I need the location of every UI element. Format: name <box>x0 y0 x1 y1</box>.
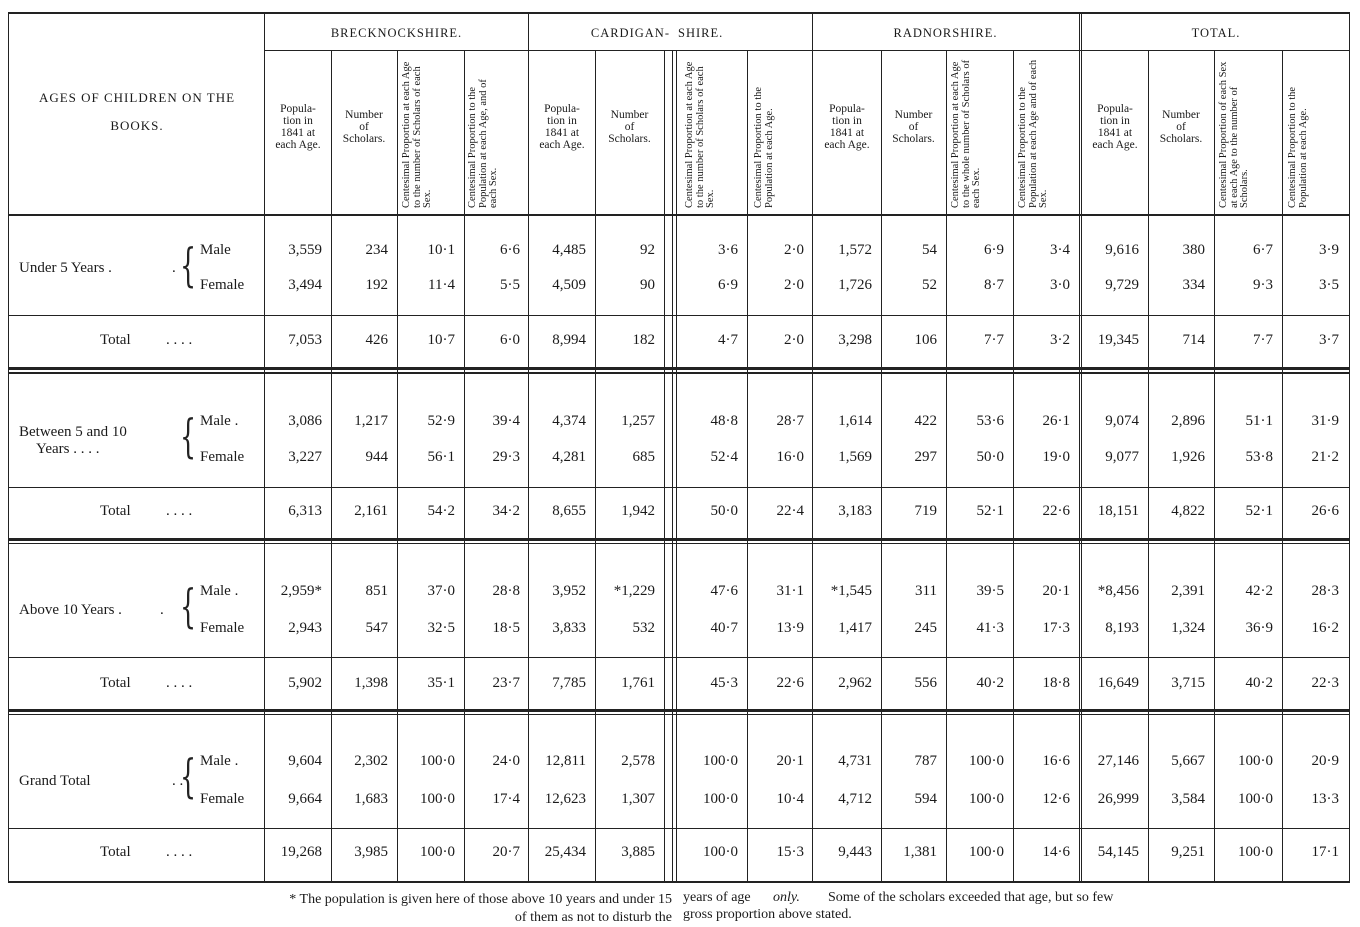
footnote-line1-b: years of age <box>683 890 751 905</box>
table-cell-total: 714 <box>1182 332 1205 348</box>
table-cell-total: 16,649 <box>1097 675 1139 691</box>
table-cell: 100·0 <box>1238 791 1273 807</box>
table-cell-total: 26·6 <box>1311 503 1339 519</box>
table-cell-total: 1,381 <box>903 844 937 860</box>
column-header-rad-proportion-scholars: Centesimal Proportion at each Age to the whole number of Scholars of each Sex. <box>950 59 982 208</box>
table-cell-total: 9,443 <box>838 844 872 860</box>
table-cell: 1,417 <box>838 620 872 636</box>
sex-label: Female <box>200 791 245 807</box>
column-header-scholars: of <box>1176 121 1186 133</box>
table-cell-total: 426 <box>365 332 388 348</box>
table-cell-total: 100·0 <box>969 844 1004 860</box>
column-header-population: tion in <box>547 115 577 127</box>
table-cell-total: 7·7 <box>984 332 1004 348</box>
column-header-population: Popula- <box>1097 103 1133 115</box>
table-cell-total: 3,885 <box>621 844 655 860</box>
column-header-scholars: Number <box>610 109 649 121</box>
table-cell-total: 556 <box>914 675 937 691</box>
group-label: Years . . . . <box>36 441 100 457</box>
table-cell: 3·5 <box>1319 277 1339 293</box>
table-cell-total: 8,655 <box>552 503 586 519</box>
total-dots: . . . . <box>166 332 193 348</box>
table-cell-total: 52·1 <box>1245 503 1273 519</box>
table-cell: 53·6 <box>976 413 1004 429</box>
group-label: Under 5 Years . <box>19 260 112 276</box>
sex-label: Male . <box>200 583 239 599</box>
rule-horizontal <box>8 538 1350 541</box>
table-cell: 100·0 <box>703 791 738 807</box>
table-cell-total: 34·2 <box>492 503 520 519</box>
table-cell-total: 3,985 <box>354 844 388 860</box>
rule-vertical <box>676 50 677 882</box>
group-label: . <box>172 260 176 276</box>
table-cell: 1,726 <box>838 277 872 293</box>
table-cell: 10·1 <box>427 242 455 258</box>
table-cell: 28·8 <box>492 583 520 599</box>
table-cell: 31·9 <box>1311 413 1339 429</box>
rule-vertical <box>664 50 665 882</box>
table-cell: 16·0 <box>776 449 804 465</box>
table-cell: 20·1 <box>776 753 804 769</box>
total-label: Total <box>100 675 131 691</box>
rule-horizontal <box>8 12 1350 14</box>
table-cell: 6·9 <box>984 242 1004 258</box>
table-cell: 4,485 <box>552 242 586 258</box>
column-header-population: Popula- <box>280 103 316 115</box>
table-cell: 39·5 <box>976 583 1004 599</box>
table-cell: 36·9 <box>1245 620 1273 636</box>
table-cell: 2,302 <box>354 753 388 769</box>
table-cell: 10·4 <box>776 791 804 807</box>
table-cell-total: 100·0 <box>703 844 738 860</box>
table-cell: 24·0 <box>492 753 520 769</box>
table-cell: 11·4 <box>428 277 455 293</box>
table-cell: 2,943 <box>288 620 322 636</box>
column-header-scholars: Scholars. <box>608 133 651 145</box>
table-cell: 28·7 <box>776 413 804 429</box>
column-header-breck-proportion-population: Centesimal Proportion to the Population at each Age, and of each Sex. <box>467 79 499 208</box>
table-cell: 100·0 <box>703 753 738 769</box>
table-cell-total: 54·2 <box>427 503 455 519</box>
total-dots: . . . . <box>166 503 193 519</box>
column-header-scholars: Scholars. <box>342 133 386 145</box>
table-cell-total: 2,161 <box>354 503 388 519</box>
table-cell: 16·2 <box>1311 620 1339 636</box>
footnote-line1-a: * The population is given here of those above 10 years and under 15 <box>289 892 672 907</box>
column-header-population: 1841 at <box>829 127 865 139</box>
table-cell: 50·0 <box>976 449 1004 465</box>
column-header-population: 1841 at <box>1097 127 1133 139</box>
county-total: TOTAL. <box>1191 26 1241 40</box>
brace-glyph: { <box>180 579 197 633</box>
table-cell: 9·3 <box>1253 277 1273 293</box>
table-cell: 334 <box>1182 277 1205 293</box>
column-header-scholars: Number <box>1162 109 1200 121</box>
table-cell: 1,926 <box>1171 449 1205 465</box>
table-cell: 20·9 <box>1311 753 1339 769</box>
sex-label: Female <box>200 449 245 465</box>
table-cell-total: 100·0 <box>1238 844 1273 860</box>
column-header-scholars: Scholars. <box>1159 133 1203 145</box>
rule-horizontal <box>8 709 1350 712</box>
table-cell-total: 8,994 <box>552 332 586 348</box>
column-header-population: tion in <box>832 115 862 127</box>
table-cell: 100·0 <box>969 791 1004 807</box>
table-cell-total: 19,345 <box>1097 332 1139 348</box>
table-cell: 2,959* <box>280 583 322 599</box>
table-cell-total: 3,715 <box>1171 675 1205 691</box>
table-cell-total: 45·3 <box>710 675 738 691</box>
county-cardigan-part1: CARDIGAN- <box>590 26 670 40</box>
table-cell-total: 17·1 <box>1311 844 1339 860</box>
table-cell: 56·1 <box>427 449 455 465</box>
column-header-total-proportion-scholars: Centesimal Proportion of each Sex at each Age to the number of Scholars. <box>1218 61 1250 208</box>
table-cell: 40·7 <box>710 620 738 636</box>
table-cell: 29·3 <box>492 449 520 465</box>
table-cell-total: 35·1 <box>427 675 455 691</box>
table-cell: *8,456 <box>1097 583 1139 599</box>
table-cell: 9,616 <box>1105 242 1139 258</box>
table-cell: 9,074 <box>1105 413 1139 429</box>
ages-heading-line1: AGES OF CHILDREN ON THE <box>38 90 236 105</box>
brace-glyph: { <box>180 749 197 803</box>
table-cell-total: 3,298 <box>838 332 872 348</box>
table-cell-total: 18,151 <box>1097 503 1139 519</box>
table-cell-total: 52·1 <box>976 503 1004 519</box>
column-header-population: Popula- <box>544 103 580 115</box>
table-cell: 27,146 <box>1097 753 1139 769</box>
table-cell: 9,077 <box>1105 449 1139 465</box>
table-cell: 2,896 <box>1171 413 1205 429</box>
table-cell-total: 40·2 <box>976 675 1004 691</box>
table-cell-total: 20·7 <box>492 844 520 860</box>
rule-horizontal <box>8 372 1350 373</box>
rule-horizontal <box>8 487 1350 488</box>
table-cell: 39·4 <box>492 413 520 429</box>
rule-horizontal <box>8 367 1350 370</box>
table-cell: 1,572 <box>838 242 872 258</box>
rule-vertical <box>8 12 9 882</box>
group-label: . <box>160 602 164 618</box>
table-cell: 42·2 <box>1245 583 1273 599</box>
table-cell: 944 <box>365 449 388 465</box>
table-cell: 41·3 <box>976 620 1004 636</box>
column-header-population: tion in <box>1100 115 1130 127</box>
table-cell-total: 4·7 <box>718 332 738 348</box>
county-breck: BRECKNOCKSHIRE. <box>330 26 463 40</box>
column-header-total-proportion-population: Centesimal Proportion to the Population at each Age. <box>1287 86 1309 208</box>
table-cell-total: 3·2 <box>1050 332 1070 348</box>
group-label: Grand Total <box>19 773 91 789</box>
table-cell-total: 14·6 <box>1042 844 1070 860</box>
table-cell: 594 <box>914 791 937 807</box>
table-cell: 28·3 <box>1311 583 1339 599</box>
table-cell: 52·4 <box>710 449 738 465</box>
table-cell: 422 <box>914 413 937 429</box>
table-cell: 6·9 <box>718 277 738 293</box>
table-cell: 51·1 <box>1245 413 1273 429</box>
column-header-population: Popula- <box>829 103 865 115</box>
table-cell: 3·9 <box>1319 242 1339 258</box>
table-cell: 4,712 <box>838 791 872 807</box>
table-cell-total: 7,053 <box>288 332 322 348</box>
table-cell: 532 <box>632 620 655 636</box>
rule-horizontal <box>8 714 1350 715</box>
sex-label: Male . <box>200 413 239 429</box>
footnote-line1-d: Some of the scholars exceeded that age, but so few <box>828 890 1114 905</box>
table-cell: *1,545 <box>830 583 872 599</box>
table-cell: 297 <box>914 449 937 465</box>
footnote-line2-a: of them as not to disturb the <box>514 910 672 925</box>
table-cell: 17·3 <box>1042 620 1070 636</box>
table-cell: 100·0 <box>1238 753 1273 769</box>
table-cell: 12,811 <box>545 753 586 769</box>
table-cell: 1,683 <box>354 791 388 807</box>
total-label: Total <box>100 844 131 860</box>
rule-horizontal <box>265 50 1349 51</box>
table-cell: 52 <box>922 277 937 293</box>
county-radnor: RADNORSHIRE. <box>893 26 998 40</box>
brace-glyph: { <box>180 238 197 292</box>
rule-horizontal <box>8 214 1350 216</box>
county-cardigan-part2: SHIRE. <box>678 26 724 40</box>
column-header-population: 1841 at <box>544 127 580 139</box>
table-cell: 192 <box>365 277 388 293</box>
table-cell: 3,584 <box>1171 791 1205 807</box>
table-cell: 26,999 <box>1097 791 1139 807</box>
table-cell: 6·6 <box>500 242 520 258</box>
table-cell: 26·1 <box>1042 413 1070 429</box>
table-cell-total: 1,942 <box>621 503 655 519</box>
table-cell: 6·7 <box>1253 242 1273 258</box>
table-cell: 787 <box>914 753 937 769</box>
table-cell: 16·6 <box>1042 753 1070 769</box>
column-header-card-proportion-scholars: Centesimal Proportion at each Age to the number of Scholars of each Sex. <box>684 61 716 208</box>
table-cell: 37·0 <box>427 583 455 599</box>
table-cell: 3·6 <box>718 242 738 258</box>
table-cell-total: 22·6 <box>1042 503 1070 519</box>
table-cell: 2·0 <box>784 242 804 258</box>
table-cell: 52·9 <box>427 413 455 429</box>
table-cell: 9,729 <box>1105 277 1139 293</box>
table-cell-total: 10·7 <box>427 332 455 348</box>
table-cell-total: 4,822 <box>1171 503 1205 519</box>
rule-horizontal <box>8 543 1350 544</box>
table-cell: 685 <box>632 449 655 465</box>
rule-horizontal <box>8 373 1350 374</box>
table-cell-total: 54,145 <box>1097 844 1139 860</box>
table-cell-total: 15·3 <box>776 844 804 860</box>
table-cell: 18·5 <box>492 620 520 636</box>
table-cell-total: 23·7 <box>492 675 520 691</box>
table-cell: 3·4 <box>1050 242 1070 258</box>
sex-label: Male . <box>200 753 239 769</box>
column-header-scholars: Number <box>894 109 933 121</box>
column-header-scholars: of <box>908 121 919 133</box>
table-cell: 547 <box>365 620 388 636</box>
table-cell: 380 <box>1182 242 1205 258</box>
table-cell: 2,578 <box>621 753 655 769</box>
ages-heading-line2: BOOKS. <box>110 118 164 133</box>
group-label: . . <box>172 773 184 789</box>
column-header-scholars: of <box>624 121 635 133</box>
table-cell-total: 50·0 <box>710 503 738 519</box>
table-cell: 5,667 <box>1171 753 1205 769</box>
table-cell: 90 <box>640 277 655 293</box>
table-cell: 12·6 <box>1042 791 1070 807</box>
sex-label: Female <box>200 277 245 293</box>
table-cell: 48·8 <box>710 413 738 429</box>
footnote-line1-c: only. <box>773 890 800 905</box>
column-header-population: 1841 at <box>280 127 316 139</box>
table-cell: 12,623 <box>544 791 586 807</box>
table-cell: 31·1 <box>776 583 804 599</box>
column-header-breck-proportion-scholars: Centesimal Proportion at each Age to the number of Scholars of each Sex. <box>401 61 433 208</box>
table-cell-total: 719 <box>914 503 937 519</box>
table-cell: 100·0 <box>420 753 455 769</box>
total-dots: . . . . <box>166 675 193 691</box>
rule-horizontal <box>8 828 1350 829</box>
total-dots: . . . . <box>166 844 193 860</box>
table-cell-total: 1,761 <box>621 675 655 691</box>
table-cell: 311 <box>915 583 937 599</box>
column-header-population: each Age. <box>824 139 870 151</box>
rule-vertical <box>1349 12 1350 882</box>
column-header-card-proportion-population: Centesimal Proportion to the Population at each Age. <box>753 86 775 208</box>
table-cell: 92 <box>640 242 655 258</box>
table-cell-total: 9,251 <box>1171 844 1205 860</box>
sex-label: Male <box>200 242 231 258</box>
column-header-rad-proportion-population: Centesimal Proportion to the Population at each Age and of each Sex. <box>1017 59 1049 208</box>
table-cell-total: 100·0 <box>420 844 455 860</box>
table-cell: 100·0 <box>420 791 455 807</box>
table-cell-total: 3,183 <box>838 503 872 519</box>
table-cell-total: 2·0 <box>784 332 804 348</box>
total-label: Total <box>100 332 131 348</box>
table-cell: 20·1 <box>1042 583 1070 599</box>
table-cell-total: 40·2 <box>1245 675 1273 691</box>
table-cell: 3,952 <box>552 583 586 599</box>
rule-horizontal <box>8 657 1350 658</box>
table-cell-total: 6,313 <box>288 503 322 519</box>
table-cell: 21·2 <box>1311 449 1339 465</box>
table-cell: 100·0 <box>969 753 1004 769</box>
table-cell-total: 25,434 <box>544 844 586 860</box>
rule-horizontal <box>8 315 1350 316</box>
table-cell-total: 106 <box>914 332 937 348</box>
table-cell: 3,559 <box>288 242 322 258</box>
table-cell: 1,569 <box>838 449 872 465</box>
table-cell: 4,281 <box>552 449 586 465</box>
group-label: Between 5 and 10 <box>19 424 127 440</box>
table-cell: 47·6 <box>710 583 738 599</box>
table-cell: 13·3 <box>1311 791 1339 807</box>
column-header-population: each Age. <box>275 139 321 151</box>
table-cell: 3,833 <box>552 620 586 636</box>
column-header-population: each Age. <box>1092 139 1138 151</box>
table-cell: 3,086 <box>288 413 322 429</box>
table-cell-total: 5,902 <box>288 675 322 691</box>
table-cell: 8,193 <box>1105 620 1139 636</box>
table-cell: 53·8 <box>1245 449 1273 465</box>
table-cell: 1,307 <box>621 791 655 807</box>
sex-label: Female <box>200 620 245 636</box>
table-cell: 1,614 <box>838 413 872 429</box>
table-cell: 17·4 <box>492 791 520 807</box>
table-cell: 1,324 <box>1171 620 1205 636</box>
table-cell-total: 6·0 <box>500 332 520 348</box>
table-cell-total: 7,785 <box>552 675 586 691</box>
table-cell: 4,731 <box>838 753 872 769</box>
brace-glyph: { <box>180 409 197 463</box>
column-header-scholars: of <box>359 121 369 133</box>
table-cell: 54 <box>922 242 937 258</box>
table-cell: 4,509 <box>552 277 586 293</box>
table-cell: 3,494 <box>288 277 322 293</box>
table-cell: 1,217 <box>354 413 388 429</box>
column-header-population: tion in <box>283 115 313 127</box>
table-cell: 234 <box>365 242 388 258</box>
total-label: Total <box>100 503 131 519</box>
group-label: Above 10 Years . <box>19 602 122 618</box>
rule-vertical <box>672 50 673 882</box>
table-cell: 851 <box>365 583 388 599</box>
table-cell: 19·0 <box>1042 449 1070 465</box>
table-cell-total: 22·4 <box>776 503 804 519</box>
table-cell-total: 1,398 <box>354 675 388 691</box>
column-header-scholars: Number <box>345 109 383 121</box>
table-cell-total: 22·3 <box>1311 675 1339 691</box>
table-cell: 13·9 <box>776 620 804 636</box>
table-cell: 9,664 <box>288 791 322 807</box>
table-cell: *1,229 <box>613 583 655 599</box>
table-cell-total: 182 <box>632 332 655 348</box>
table-cell: 4,374 <box>552 413 586 429</box>
table-cell: 2,391 <box>1171 583 1205 599</box>
table-cell-total: 7·7 <box>1253 332 1273 348</box>
table-cell-total: 19,268 <box>280 844 322 860</box>
rule-vertical <box>1079 12 1080 882</box>
table-cell-total: 2,962 <box>838 675 872 691</box>
table-cell: 2·0 <box>784 277 804 293</box>
table-cell-total: 22·6 <box>776 675 804 691</box>
column-header-scholars: Scholars. <box>892 133 935 145</box>
footnote-line2-b: gross proportion above stated. <box>683 907 852 922</box>
table-cell: 5·5 <box>500 277 520 293</box>
table-cell: 245 <box>914 620 937 636</box>
table-cell: 8·7 <box>984 277 1004 293</box>
column-header-population: each Age. <box>539 139 585 151</box>
table-cell: 1,257 <box>621 413 655 429</box>
table-cell: 9,604 <box>288 753 322 769</box>
table-cell-total: 3·7 <box>1319 332 1339 348</box>
table-cell: 32·5 <box>427 620 455 636</box>
table-cell: 3,227 <box>288 449 322 465</box>
table-cell: 3·0 <box>1050 277 1070 293</box>
table-cell-total: 18·8 <box>1042 675 1070 691</box>
